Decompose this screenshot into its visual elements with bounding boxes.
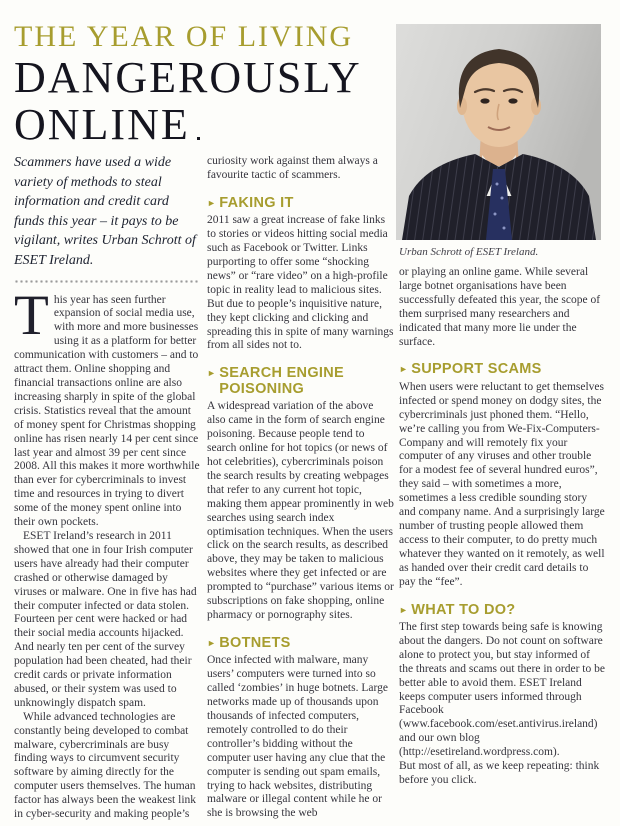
section-support-scams [399, 362, 606, 589]
column-1 [14, 153, 200, 822]
arrow-right-icon: ► [399, 364, 409, 375]
section-what-to-do [399, 603, 606, 788]
section-heading-label: SEARCH ENGINE POISONING [219, 365, 344, 397]
section-heading-label: WHAT TO DO? [411, 601, 516, 618]
column-2-body [207, 155, 394, 821]
arrow-right-icon: ► [207, 637, 217, 648]
arrow-right-icon: ► [399, 604, 409, 615]
body-paragraph: When users were reluctant to get themselves infected or spend money on dodgy sites, the cybercriminals just phoned them. “Hello, we’re calling you from We-Fix-Computers-Company and will remotely fix your computer of any viruses and other trouble for a modest fee of several hundred euros”, they said – with sometimes a more, sometimes a less credible sounding story and company name. And a surprisingly large number of trusting people allowed them access to their computer, to do pretty much whatever they wanted on it remotely, as well as handed over their credit card details to pay the “fee”. [399, 380, 605, 588]
paragraph-text: his year has seen further expansion of social media use, with more and more businesses using it as a platform for better communication with customers – and to attract them. Online shopping and financial transactions online are also increasing sharply in spite of the global crisis. Statistics reveal that the amount of money spent for Christmas shopping online has risen nearly 14 per cent since last year and almost 39 per cent since 2008. All this makes it more worthwhile than ever for cybercriminals to invest time and resources in trying to divert some of the money spent online into their own pockets. [14, 293, 200, 529]
section-faking-it [207, 196, 394, 354]
section-heading-label: BOTNETS [219, 634, 291, 651]
section-heading [207, 636, 394, 652]
body-paragraph: While advanced technologies are constantly being developed to combat malware, cybercriminals are busy finding ways to circumvent security software by aiming directly for the computer users themselves. The human factor has always been the weakest link in cyber-security and making people’s [14, 710, 197, 821]
section-heading [207, 366, 394, 397]
portrait-photo [396, 24, 601, 240]
portrait-photo-graphic [396, 24, 601, 240]
section-heading [207, 196, 394, 212]
article-title-main-2: ONLINE [14, 100, 190, 149]
photo-caption: Urban Schrott of ESET Ireland. [399, 246, 539, 258]
body-paragraph: The first step towards being safe is knowing about the dangers. Do not count on software alone to protect you, but stay informed of the threats and scams out there in order to be better able to avoid them. ESET Ireland keeps computer users informed through Facebook (www.facebook.com/eset.antivirus.ireland) and our own blog (http://esetireland.wordpress.com). [399, 621, 605, 759]
section-heading-label: SUPPORT SCAMS [411, 361, 542, 378]
body-paragraph: 2011 saw a great increase of fake links to stories or videos hitting social media such as Facebook or Twitter. Links purporting to offer some “shocking news” or “rare video” on a high-profile topic in reality lead to malicious sites. But due to people’s inquisitive nature, they kept clicking and clicking and spreading this in spite of many warnings from all sides not to. [207, 214, 394, 352]
body-paragraph: Once infected with malware, many users’ computers were turned into so called ‘zombies’ in huge botnets. Large networks made up of thousands upon thousands of infected computers, remotely controlled to do their controller’s bidding without the computer user having any clue that the computer is sending out spam emails, trying to hack websites, distributing malware or illegal content while he or she is browsing the web [207, 654, 388, 820]
article-masthead [14, 20, 396, 147]
article-title-kicker: THE YEAR OF LIVING [14, 20, 354, 53]
column-3 [399, 246, 606, 788]
body-paragraph: or playing an online game. While several large botnet organisations have been successfully defeated this year, the scope of them surprised many researchers and indicated that many more lie under the surface. [399, 266, 601, 348]
body-paragraph: But most of all, as we keep repeating: think before you click. [399, 760, 600, 786]
section-search-engine-poisoning [207, 366, 394, 623]
section-heading-label: FAKING IT [219, 194, 294, 211]
arrow-right-icon: ► [207, 197, 217, 208]
body-paragraph: ESET Ireland’s research in 2011 showed that one in four Irish computer users have already had their computer crashed or otherwise damaged by viruses or malware. One in five has had their computer infected or data stolen. Fourteen per cent were hacked or had their social media accounts hijacked. And nearly ten per cent of the survey population had been cheated, had their credit cards or private information abused, or their system was used to unknowingly dispatch spam. [14, 529, 197, 709]
section-heading [399, 362, 606, 378]
body-paragraph [14, 283, 200, 530]
title-rule [197, 137, 200, 140]
body-paragraph: curiosity work against them always a favourite tactic of scammers. [207, 155, 378, 181]
section-botnets [207, 636, 394, 821]
dotted-separator [14, 279, 200, 284]
section-heading [399, 603, 606, 619]
arrow-right-icon: ► [207, 368, 217, 379]
body-paragraph: A widespread variation of the above also came in the form of search engine poisoning. Because people tend to search online for hot topics (or news of hot celebrities), cybercriminals poison the search results by creating webpages that refer to any current hot topic, making them appear prominently in web searches using search index optimisation techniques. When the users click on the search results, as described above, they may be taken to malicious websites where they get infected or are prompted to “purchase” various items or subscriptions on fake shopping, online pharmacy or pornography sites. [207, 400, 394, 621]
column-3-body [399, 266, 606, 788]
standfirst: Scammers have used a wide variety of methods to steal information and credit card funds this year – it pays to be vigilant, writes Urban Schrott of ESET Ireland. [14, 155, 196, 268]
column-2 [207, 155, 394, 821]
drop-cap: T [14, 283, 49, 347]
column-1-body [14, 283, 200, 822]
article-title-row [14, 100, 200, 149]
article-title-main-1: DANGEROUSLY [14, 53, 362, 102]
